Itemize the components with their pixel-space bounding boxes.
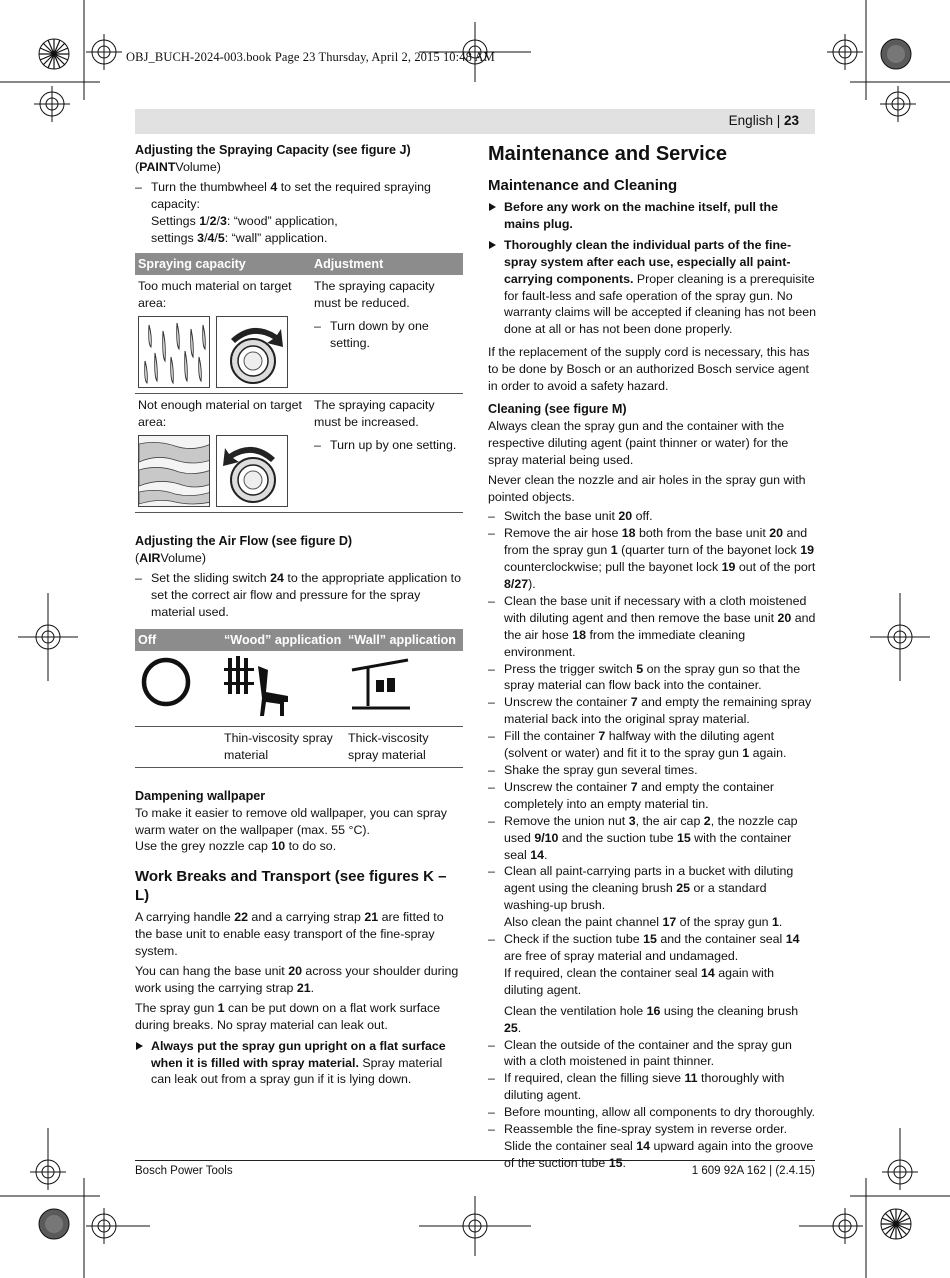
cleaning-step: – If required, clean the filling sieve 11 thoroughly with diluting agent.	[488, 1070, 816, 1104]
cleaning-step: – Clean the outside of the container and the spray gun with a cloth moistened in paint thinner.	[488, 1037, 816, 1071]
dampening-text-2: Use the grey nozzle cap 10 to do so.	[135, 839, 337, 854]
thin-viscosity-label: Thin-viscosity spray material	[221, 726, 345, 767]
turn-down-step: – Turn down by one setting.	[314, 318, 460, 352]
table-row	[135, 726, 463, 767]
mains-plug-warning: Before any work on the machine itself, pull the mains plug.	[488, 199, 816, 233]
page-header-bar	[135, 109, 815, 134]
drips-figure	[138, 316, 210, 388]
spray-capacity-table	[135, 253, 463, 513]
cleaning-step: – Shake the spray gun several times.	[488, 762, 816, 779]
turn-up-step: – Turn up by one setting.	[314, 437, 460, 454]
cleaning-step: – Remove the union nut 3, the air cap 2, the nozzle cap used 9/10 and the suction tube 15 with the container seal 14.	[488, 813, 816, 864]
air-volume-label: (AIRVolume)	[135, 551, 206, 566]
off-circle-icon	[138, 654, 198, 714]
cleaning-paragraph-1: Always clean the spray gun and the container with the respective diluting agent (paint thinner or water) for the spray material being used.	[488, 418, 789, 467]
too-much-material-label: Too much material on target area:	[138, 279, 292, 311]
upright-warning: Always put the spray gun upright on a flat surface when it is filled with spray material. Spray material can leak out from a spray gun if it is lying down.	[135, 1038, 463, 1089]
dampening-text: To make it easier to remove old wallpaper, you can spray warm water on the wallpaper (max. 55 °C).	[135, 805, 447, 837]
air-flow-table	[135, 629, 463, 768]
footer-brand: Bosch Power Tools	[135, 1165, 233, 1177]
reduce-capacity-text: The spraying capacity must be reduced.	[314, 279, 435, 311]
thick-viscosity-label: Thick-viscosity spray material	[345, 726, 463, 767]
cleaning-step: – Check if the suction tube 15 and the container seal 14 are free of spray material and undamaged. If required, clean the container seal 14 again with diluting agent. Clean the ventilation hole 16 using the cleaning brush 25.	[488, 931, 816, 1036]
wood-chair-icon	[224, 654, 298, 718]
table-row	[135, 651, 463, 726]
cleaning-step: – Before mounting, allow all components to dry thoroughly.	[488, 1104, 816, 1121]
left-column	[135, 142, 463, 1092]
cleaning-heading: Cleaning (see figure M)	[488, 401, 627, 416]
cleaning-step: – Reassemble the fine-spray system in reverse order. Slide the container seal 14 upward again into the groove of the suction tube 15.	[488, 1121, 816, 1172]
cleaning-paragraph-2: Never clean the nozzle and air holes in the spray gun with pointed objects.	[488, 472, 806, 504]
cleaning-warning: Thoroughly clean the individual parts of the fine-spray system after each use, especially all paint-carrying components. Proper cleaning is a prerequisite for fault-less and safe operation of the spray gun. No warranty claims will be accepted if cleaning has not been done at all or has not been done properly.	[488, 237, 816, 338]
footer-doc-number: 1 609 92A 162 | (2.4.15)	[691, 1165, 815, 1177]
page-header	[729, 113, 799, 130]
header-language: English	[728, 113, 773, 128]
ventilation-hole-text: Clean the ventilation hole 16 using the cleaning brush 25.	[504, 1003, 799, 1035]
spray-capacity-heading: Adjusting the Spraying Capacity (see figure J)	[135, 143, 411, 157]
work-paragraph-1: A carrying handle 22 and a carrying strap 21 are fitted to the base unit to enable easy transport of the fine-spray system.	[135, 910, 444, 959]
air-step: – Set the sliding switch 24 to the appropriate application to set the correct air flow and pressure for the spray material used.	[135, 570, 463, 621]
thin-coat-figure	[138, 435, 210, 507]
thumbwheel-down-figure	[216, 316, 288, 388]
maintenance-cleaning-heading: Maintenance and Cleaning	[488, 177, 678, 194]
footer-rule	[135, 1160, 815, 1161]
right-column	[488, 142, 816, 1172]
spray-step: – Turn the thumbwheel 4 to set the required spraying capacity: Settings 1/2/3: “wood” application, settings 3/4/5: “wall” application.	[135, 179, 463, 247]
work-breaks-heading: Work Breaks and Transport (see figures K – L)	[135, 868, 447, 905]
cleaning-step: – Clean all paint-carrying parts in a bucket with diluting agent using the cleaning brush 25 or a standard washing-up brush. Also clean the paint channel 17 of the spray gun 1.	[488, 863, 816, 931]
paint-volume-label: (PAINTVolume)	[135, 159, 221, 174]
thumbwheel-up-figure	[216, 435, 288, 507]
work-paragraph-3: The spray gun 1 can be put down on a flat work surface during breaks. No spray material can leak out.	[135, 1000, 441, 1032]
work-paragraph-2: You can hang the base unit 20 across your shoulder during work using the carrying strap 21.	[135, 964, 459, 995]
maintenance-title: Maintenance and Service	[488, 143, 727, 165]
table-header-off: Off	[135, 629, 221, 651]
cleaning-step: – Fill the container 7 halfway with the diluting agent (solvent or water) and fit it to the spray gun 1 again.	[488, 728, 816, 762]
cleaning-step: – Clean the base unit if necessary with a cloth moistened with diluting agent and then remove the base unit 20 and the air hose 18 from the immediate cleaning environment.	[488, 593, 816, 661]
header-page-number: 23	[783, 113, 799, 128]
cleaning-step: – Press the trigger switch 5 on the spray gun so that the spray material can flow back into the container.	[488, 661, 816, 695]
table-header-adjustment: Adjustment	[311, 253, 463, 275]
increase-capacity-text: The spraying capacity must be increased.	[314, 398, 435, 430]
cleaning-step: – Remove the air hose 18 both from the base unit 20 and from the spray gun 1 (quarter turn of the bayonet lock 19 counterclockwise; pull the bayonet lock 19 out of the port 8/27).	[488, 525, 816, 593]
table-header-wall: “Wall” application	[345, 629, 463, 651]
table-header-wood: “Wood” application	[221, 629, 345, 651]
cleaning-step: – Unscrew the container 7 and empty the remaining spray material back into the original spray material.	[488, 694, 816, 728]
cleaning-step: – Unscrew the container 7 and empty the container completely into an empty material tin.	[488, 779, 816, 813]
wall-icon	[348, 654, 418, 718]
air-flow-heading: Adjusting the Air Flow (see figure D)	[135, 534, 353, 549]
table-row	[135, 275, 463, 394]
dampening-heading: Dampening wallpaper	[135, 788, 266, 803]
book-info-line: OBJ_BUCH-2024-003.book Page 23 Thursday, April 2, 2015 10:48 AM	[126, 50, 495, 64]
table-row	[135, 394, 463, 513]
not-enough-material-label: Not enough material on target area:	[138, 398, 302, 430]
table-header-spraying-capacity: Spraying capacity	[135, 253, 311, 275]
header-separator: |	[772, 113, 784, 128]
cleaning-step: – Switch the base unit 20 off.	[488, 508, 816, 525]
supply-cord-text: If the replacement of the supply cord is necessary, this has to be done by Bosch or an authorized Bosch service agent in order to avoid a safety hazard.	[488, 345, 810, 394]
